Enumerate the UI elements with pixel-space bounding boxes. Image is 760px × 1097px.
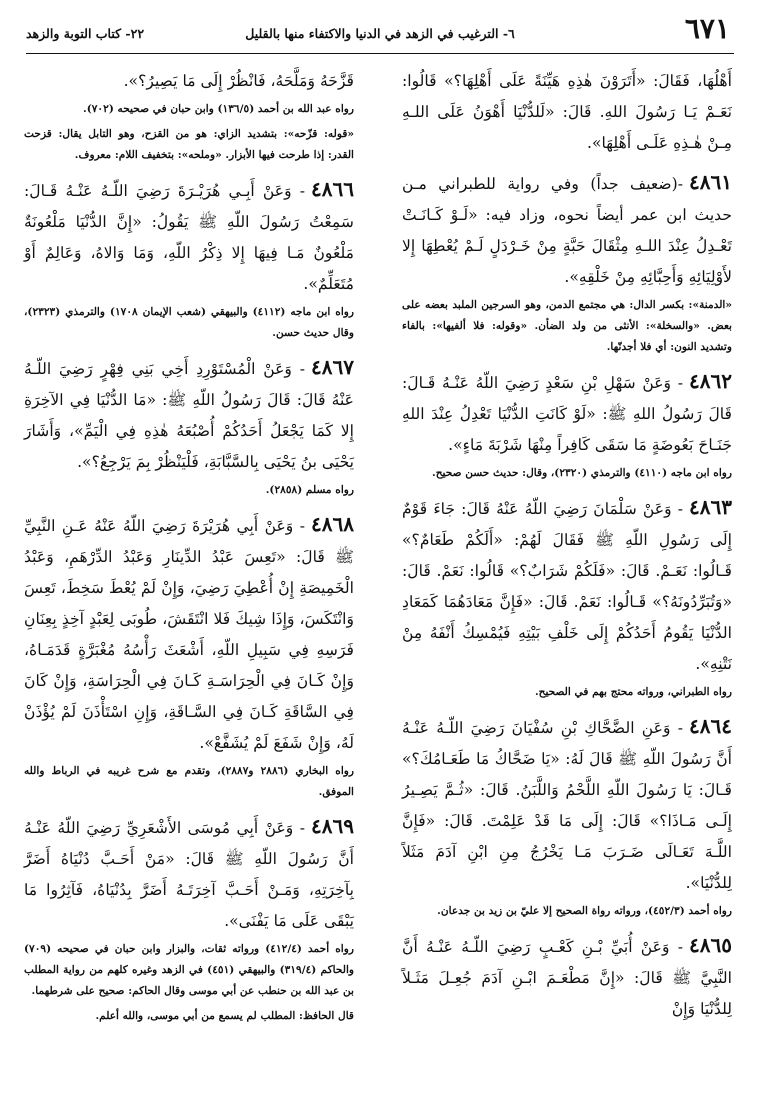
hadith-text [402, 492, 732, 680]
hadith-text [24, 352, 354, 478]
source-note: رواه البخاري (٢٨٨٦ و٢٨٨٧)، وتقدم مع شرح غريبه في الرباط والله الموفق. [24, 765, 354, 798]
hadith-block [24, 174, 354, 344]
hadith-block [402, 492, 732, 703]
hadith-block [24, 509, 354, 803]
hadith-body: - وَعَنْ الْمُسْتَوْرِدِ أَخِي بَنِي فِهْرٍ رَضِيَ اللّـهُ عَنْهُ قَالَ: قَالَ رَسُولُ اللّهِ ﷺ: «مَا الدُّنْيَا فِي الآخِرَةِ إِلا كَمَا يَجْعَلُ أَحَدُكُمْ أُصْبُعَهُ هٰذِهِ فِي الْيَمِّ»، وَأَشَارَ يَحْيَى بنُ يَحْيَى بِالسَّبَّابَةِ، فَلْيَنْظُرْ بِمَ يَرْجِعُ؟». [24, 360, 354, 471]
hadith-number: ٤٨٦٦ [311, 177, 354, 201]
hadith-block [24, 352, 354, 501]
hadith-body: قَزَّحَهُ وَمَلَّحَهُ، فَانْظُرْ إِلَى مَا يَصِيرُ؟». [123, 72, 354, 90]
hadith-text [24, 174, 354, 300]
hadith-block [402, 167, 732, 358]
hadith-body: - وَعَنِ الضَّحَّاكِ بْنِ سُفْيَانَ رَضِيَ اللّـهُ عَنْـهُ أَنَّ رَسُولَ اللّهِ ﷺ قَالَ لَهُ: «يَا ضَحَّاكُ مَا طَعَـامُكَ؟» قَـالَ: يَا رَسُولَ اللّهِ اللَّحْمُ وَاللَّبَنُ. قَالَ: «ثُـمَّ يَصِـيرُ إِلَـى مَـاذَا؟» قَالَ: إِلَى مَا قَدْ عَلِمْتَ. قَالَ: «فَإِنَّ اللَّـهَ تَعَـالَى ضَـرَبَ مَـا يَخْرُجُ مِنِ ابْنِ آدَمَ مَثَلاً لِلدُّنْيَا». [402, 719, 732, 892]
hadith-number: ٤٨٦٥ [689, 933, 732, 957]
hadith-body: -(ضعيف جداً) وفي رواية للطبراني مـن حديث ابن عمر أيضاً نحوه، وزاد فيه: «لَـوْ كَـانَـتْ تَعْـدِلُ عِنْدَ اللـهِ مِثْقَالَ حَبَّةٍ مِنْ خَـرْدَلٍ لَـمْ يُعْطِهَا إِلا لأَوْلِيَائِهِ وَأَحِبَّائِهِ مِنْ خَلْقِهِ». [402, 175, 732, 286]
hadith-body: - وَعَنْ أَبِي هُرَيْرَةَ رَضِيَ اللّهُ عَنْهُ عَـنِ النَّبِيِّ ﷺ قَالَ: «تَعِسَ عَبْدُ الدِّينَارِ وَعَبْدُ الدِّرْهَمِ، وَعَبْدُ الْخَمِيصَةِ إِنْ أُعْطِيَ رَضِيَ، وَإِنْ لَمْ يُعْطَ سَخِطَ، تَعِسَ وَانْتَكَسَ، وَإِذَا شِيكَ فَلا انْتَقَشَ، طُوبَى لِعَبْدٍ آخِذٍ بِعِنَانِ فَرَسِهِ فِي سَبِيلِ اللّهِ، أَشْعَثَ رَأْسُهُ مُغْبَرَّةٍ قَدَمَـاهُ، وَإِنْ كَـانَ فِي الْحِرَاسَـةِ كَـانَ فِي الْحِرَاسَةِ، وَإِنْ كَانَ فِي السَّاقَةِ كَـانَ فِي السَّـاقَةِ، وَإِنِ اسْتَأْذَنَ لَمْ يُؤْذَنْ لَهُ، وَإِنْ شَفَعَ لَمْ يُشَفَّعْ». [24, 517, 354, 752]
source-note: رواه أحمد (٤٥٢/٣)، ورواته رواة الصحيح إلا عليّ بن زيد بن جدعان. [437, 905, 732, 917]
source-note: «قوله: قزّحه»: بتشديد الزاي: هو من القزح، وهو التابل يقال: قزحت القدر: إذا طرحت فيها الأبزار. «وملحه»: بتخفيف اللام: معروف. [24, 128, 354, 161]
hadith-text [24, 811, 354, 937]
hadith-number: ٤٨٦١ [689, 170, 732, 194]
hadith-block [402, 930, 732, 1025]
hadith-body: - وَعَنْ أُبَيِّ بْـنِ كَعْـبٍ رَضِيَ اللّـهُ عَنْـهُ أَنَّ النَّبِيَّ ﷺ قَالَ: «إِنَّ مَطْعَـمَ ابْـنِ آدَمَ جُعِـلَ مَثَـلاً لِلدُّنْيَا وَإِنْ [402, 938, 732, 1018]
hadith-body: - وَعَنْ سَلْمَانَ رَضِيَ اللّهُ عَنْهُ قَالَ: جَاءَ قَوْمٌ إِلَى رَسُولِ اللّهِ ﷺ فَقَالَ لَهُمْ: «أَلَكُمْ طَعَامٌ؟» قَـالُوا: نَعَـمْ. قَالَ: «فَلَكُمْ شَرَابٌ؟» قَالُوا: نَعَمْ. قَالَ: «وَتُبَرِّدُونَهُ؟» قَـالُوا: نَعَمْ. قَالَ: «فَإِنَّ مَعَادَهُمَا كَمَعَادِ الدُّنْيَا يَقُومُ أَحَدُكُمْ إِلَى خَلْفِ بَيْتِهِ فَيُمْسِكُ أَنْفَهُ مِنْ نَتْنِهِ». [402, 500, 732, 673]
hadith-block [402, 366, 732, 484]
hadith-body: - وَعَنْ أَبِي مُوسَى الأَشْعَرِيِّ رَضِيَ اللّهُ عَنْـهُ أَنَّ رَسُولَ اللّهِ ﷺ قَالَ: «مَنْ أَحَـبَّ دُنْيَاهُ أَضَرَّ بِآخِرَتِهِ، وَمَـنْ أَحَـبَّ آخِرَتَـهُ أَضَرَّ بِدُنْيَاهُ، فَآثِرُوا مَا يَبْقَى عَلَى مَا يَفْنَى». [24, 819, 354, 930]
header-divider [26, 53, 734, 54]
page-header [26, 14, 734, 54]
hadith-text [402, 366, 732, 461]
hadith-number: ٤٨٦٤ [689, 714, 732, 738]
hadith-body: أَهْلُهَا، فَقَالَ: «أَتَرَوْنَ هٰذِهِ هَيِّنَةً عَلَى أَهْلِهَا؟» قَالُوا: نَعَـمْ يَـا رَسُولَ اللهِ. قَالَ: «لَلدُّنْيَا أَهْوَنُ عَلَى اللـهِ مِـنْ هٰـذِهِ عَلَـى أَهْلِهَا». [402, 72, 732, 152]
hadith-block [402, 711, 732, 922]
source-note: «الدمنة»: بكسر الدال: هي مجتمع الدمن، وهو السرجين الملبد بعضه على بعض. «والسخلة»: الأنثى من ولد الضأن. «وقوله: فلا ألفيها»: بالفاء وتشديد النون: أي فلا أجدنّها. [402, 299, 732, 353]
source-note: رواه مسلم (٢٨٥٨). [265, 484, 354, 496]
hadith-body: - وَعَنْ سَهْلِ بْنِ سَعْدٍ رَضِيَ اللّهُ عَنْـهُ قَـالَ: قَالَ رَسُولُ اللهِ ﷺ: «لَوْ كَانَتِ الدُّنْيَا تَعْدِلُ عِنْدَ اللهِ جَنَـاحَ بَعُوضَةٍ مَا سَقَى كَافِراً مِنْهَا شَرْبَةَ مَاءٍ». [402, 374, 732, 454]
book-title: ٢٢- كتاب التوبة والزهد [26, 26, 145, 41]
left-column [24, 66, 354, 1035]
hadith-block [402, 66, 732, 159]
hadith-text [402, 711, 732, 899]
hadith-number: ٤٨٦٣ [689, 495, 732, 519]
hadith-number: ٤٨٦٩ [311, 814, 354, 838]
source-note: رواه ابن ماجه (٤١١٠) والترمذي (٢٣٢٠)، وقال: حديث حسن صحيح. [432, 467, 732, 479]
hadith-text [402, 167, 732, 293]
source-note: رواه أحمد (٤١٢/٤) ورواته ثقات، والبزار وابن حبان في صحيحه (٧٠٩) والحاكم (٣١٩/٤) والبيهقي (٤٥١) في الزهد وغيره كلهم من رواية المطلب بن عبد الله بن حنطب عن أبي موسى وقال الحاكم: صحيح على شرطهما. [24, 943, 355, 997]
hadith-number: ٤٨٦٧ [311, 355, 354, 379]
hadith-block [24, 811, 354, 1027]
page-number: ٦٧١ [684, 12, 730, 45]
hadith-text [24, 509, 354, 759]
source-note: قال الحافظ: المطلب لم يسمع من أبي موسى، والله أعلم. [95, 1010, 354, 1022]
hadith-block [24, 66, 354, 166]
chapter-title: ٦- الترغيب في الزهد في الدنيا والاكتفاء منها بالقليل [245, 26, 515, 41]
source-note: رواه ابن ماجه (٤١١٢) والبيهقي (شعب الإيمان ١٧٠٨) والترمذي (٢٣٢٣)، وقال حديث حسن. [24, 306, 354, 339]
hadith-number: ٤٨٦٢ [689, 369, 732, 393]
source-note: رواه عبد الله بن أحمد (١٣٦/٥) وابن حبان في صحيحه (٧٠٢). [83, 103, 354, 115]
hadith-text [402, 66, 732, 159]
hadith-number: ٤٨٦٨ [311, 512, 354, 536]
hadith-text [24, 66, 354, 97]
hadith-body: - وَعَنْ أَبِـي هُرَيْـرَةَ رَضِيَ اللّـهُ عَنْـهُ قَـالَ: سَمِعْتُ رَسُولَ اللّهِ ﷺ يَقُولُ: «إِنَّ الدُّنْيَا مَلْعُونَةٌ مَلْعُونٌ مَـا فِيهَا إِلا ذِكْرُ اللّهِ، وَمَا وَالاهُ، وَعَالِمٌ أَوْ مُتَعَلِّمٌ». [24, 182, 354, 293]
right-column [402, 66, 732, 1033]
hadith-text [402, 930, 732, 1025]
source-note: رواه الطبراني، ورواته محتج بهم في الصحيح. [534, 686, 732, 698]
